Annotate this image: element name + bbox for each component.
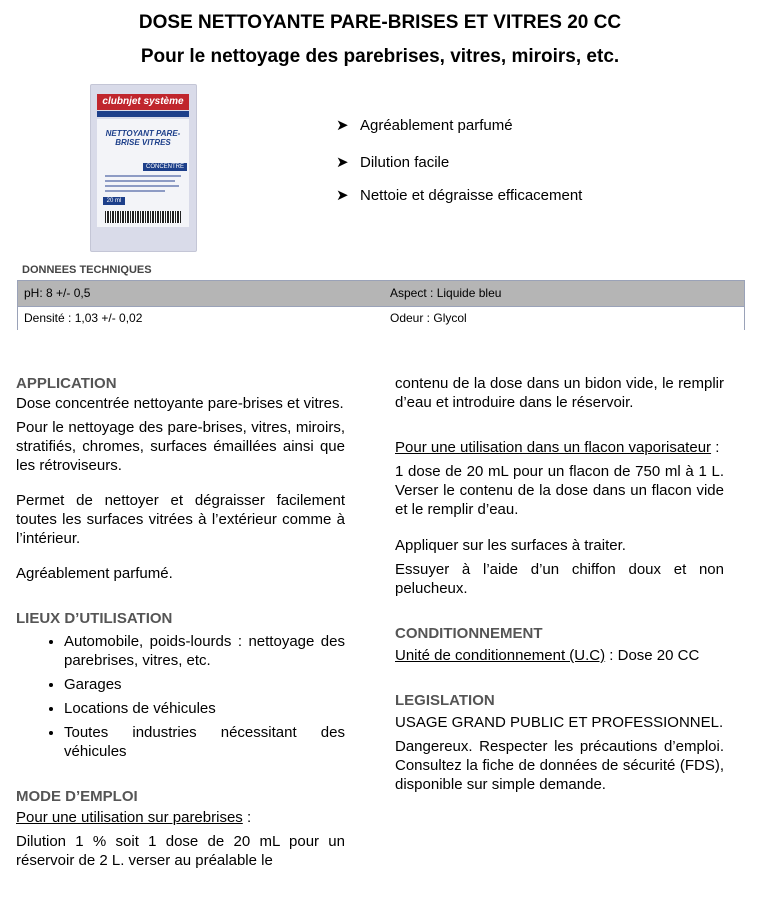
tech-odeur: Odeur : Glycol (390, 311, 467, 325)
sachet-label (97, 119, 189, 227)
section-heading-conditionnement: CONDITIONNEMENT (395, 625, 543, 642)
left-column (16, 374, 345, 870)
sachet-product-name: NETTOYANT PARE-BRISE VITRES (105, 129, 181, 147)
tech-row (18, 281, 744, 306)
paragraph: contenu de la dose dans un bidon vide, le remplir d’eau et introduire dans le réservoir. (395, 375, 724, 411)
sachet-badge: CONCENTRÉ (143, 163, 187, 171)
paragraph: Dangereux. Respecter les précautions d’emploi. Consultez la fiche de données de sécurité (FDS), disponible sur simple demande. (395, 738, 724, 793)
lieux-list (16, 632, 345, 761)
paragraph: Essuyer à l’aide d’un chiffon doux et non pelucheux. (395, 561, 724, 597)
document-subtitle: Pour le nettoyage des parebrises, vitres, miroirs, etc. (140, 46, 620, 67)
paragraph: Dilution 1 % soit 1 dose de 20 mL pour un réservoir de 2 L. verser au préalable le (16, 833, 345, 869)
list-item: • Locations de véhicules (64, 699, 345, 718)
paragraph: Dose concentrée nettoyante pare-brises et vitres. (16, 395, 344, 412)
mode-subheading-suffix: : (242, 809, 252, 826)
paragraph: USAGE GRAND PUBLIC ET PROFESSIONNEL. (395, 714, 724, 731)
sachet-text-line (105, 185, 179, 187)
feature-item (336, 186, 582, 204)
barcode (105, 211, 181, 223)
tech-densite: Densité : 1,03 +/- 0,02 (24, 311, 143, 325)
feature-text: Nettoie et dégraisse efficacement (360, 187, 583, 204)
paragraph: Appliquer sur les surfaces à traiter. (395, 537, 626, 554)
brand-stripe (97, 111, 189, 117)
conditionnement-value: : Dose 20 CC (605, 647, 700, 664)
sachet-text-line (105, 190, 165, 192)
mode-subheading (395, 438, 724, 457)
feature-item (336, 116, 513, 134)
mode-subheading-suffix: : (711, 439, 720, 456)
list-item: • Garages (64, 675, 345, 694)
list-item: • Toutes industries nécessitant des véhicules (64, 723, 345, 761)
mode-subheading-text: Pour une utilisation dans un flacon vaporisateur (395, 439, 712, 456)
feature-text: Agréablement parfumé (360, 117, 513, 134)
brand-logo: clubnjet système (97, 94, 189, 110)
paragraph: 1 dose de 20 mL pour un flacon de 750 ml à 1 L. Verser le contenu de la dose dans un flacon vide et le remplir d’eau. (395, 463, 724, 518)
section-heading-legislation: LEGISLATION (395, 692, 495, 709)
tech-data-title: DONNEES TECHNIQUES (22, 264, 152, 276)
arrow-bullet-icon: ➤ (336, 117, 349, 134)
paragraph: Pour le nettoyage des pare-brises, vitres, miroirs, stratifiés, chromes, surfaces émaillées ainsi que les rétroviseurs. (16, 419, 345, 474)
paragraph: Permet de nettoyer et dégraisser facilement toutes les surfaces vitrées à l’extérieur comme à l’intérieur. (16, 492, 345, 547)
tech-data-table (17, 280, 745, 330)
mode-subheading (16, 808, 345, 827)
conditionnement-text (395, 646, 724, 665)
sachet-text-line (105, 175, 181, 177)
tech-aspect: Aspect : Liquide bleu (390, 286, 502, 300)
mode-subheading-text: Pour une utilisation sur parebrises (16, 809, 243, 826)
sachet-volume: 20 ml (103, 197, 125, 205)
section-heading-application: APPLICATION (16, 375, 117, 392)
tech-row (18, 306, 744, 330)
tech-ph: pH: 8 +/- 0,5 (24, 286, 91, 300)
sachet-text-line (105, 180, 175, 182)
section-heading-lieux: LIEUX D’UTILISATION (16, 610, 173, 627)
arrow-bullet-icon: ➤ (336, 187, 349, 204)
section-heading-mode: MODE D’EMPLOI (16, 788, 138, 805)
paragraph: Agréablement parfumé. (16, 565, 173, 582)
right-column (395, 374, 724, 794)
arrow-bullet-icon: ➤ (336, 154, 349, 171)
list-item: • Automobile, poids-lourds : nettoyage des parebrises, vitres, etc. (64, 632, 345, 670)
feature-text: Dilution facile (360, 154, 450, 171)
document-title: DOSE NETTOYANTE PARE-BRISES ET VITRES 20 CC (138, 12, 622, 33)
feature-item (336, 153, 449, 171)
product-image (90, 84, 197, 252)
conditionnement-label: Unité de conditionnement (U.C) (395, 647, 606, 664)
